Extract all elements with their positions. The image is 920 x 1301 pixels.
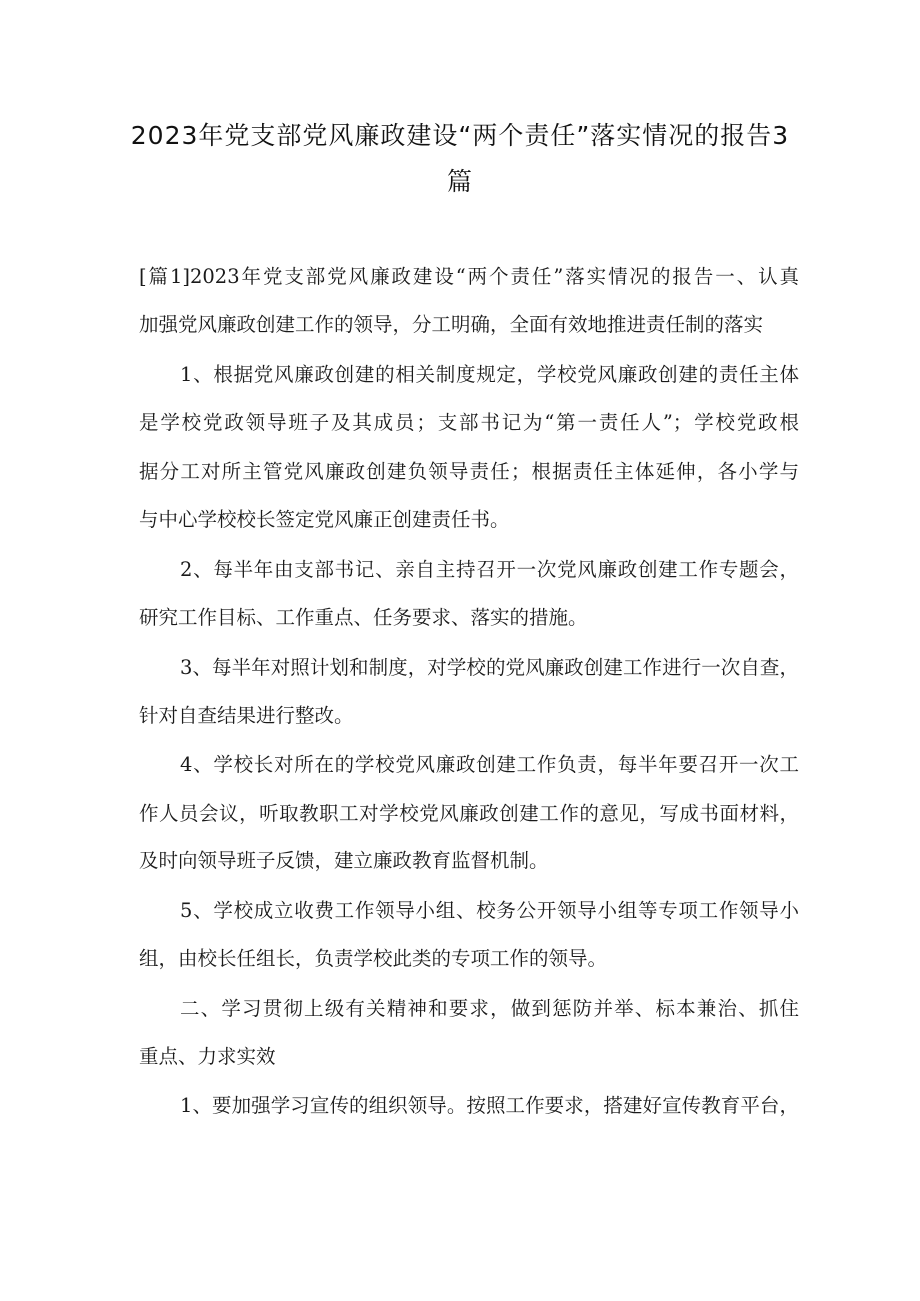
document-title-continued: 篇 [446,167,473,196]
paragraph-line: 1、要加强学习宣传的组织领导。按照工作要求，搭建好宣传教育平台， [180,1094,799,1117]
paragraph-line: 与中心学校校长签定党风廉正创建责任书。 [139,508,510,531]
paragraph-line: 加强党风廉政创建工作的领导，分工明确，全面有效地推进责任制的落实 [139,313,764,336]
paragraph-line: 1、根据党风廉政创建的相关制度规定，学校党风廉政创建的责任主体 [180,363,799,386]
paragraph-line: 及时向领导班子反馈，建立廉政教育监督机制。 [139,849,549,872]
paragraph-line: 作人员会议，听取教职工对学校党风廉政创建工作的意见，写成书面材料， [139,802,799,825]
paragraph-line: 针对自查结果进行整改。 [139,704,354,727]
section-heading-line: 二、学习贯彻上级有关精神和要求，做到惩防并举、标本兼治、抓住 [180,997,799,1020]
paragraph-line: 5、学校成立收费工作领导小组、校务公开领导小组等专项工作领导小 [180,899,799,922]
paragraph-line: 据分工对所主管党风廉政创建负领导责任；根据责任主体延伸，各小学与 [139,460,799,483]
paragraph-line: 2、每半年由支部书记、亲自主持召开一次党风廉政创建工作专题会， [180,558,799,581]
paragraph-line: 研究工作目标、工作重点、任务要求、落实的措施。 [139,606,588,629]
document-title: 2023年党支部党风廉政建设“两个责任”落实情况的报告3 [130,121,790,150]
paragraph-line: [篇1]2023年党支部党风廉政建设“两个责任”落实情况的报告一、认真 [139,265,799,288]
paragraph-line: 3、每半年对照计划和制度，对学校的党风廉政创建工作进行一次自查， [180,656,799,679]
paragraph-line: 4、学校长对所在的学校党风廉政创建工作负责，每半年要召开一次工 [180,753,799,776]
paragraph-line: 是学校党政领导班子及其成员；支部书记为“第一责任人”；学校党政根 [139,411,799,434]
paragraph-line: 组，由校长任组长，负责学校此类的专项工作的领导。 [139,947,608,970]
section-heading-line: 重点、力求实效 [139,1045,276,1068]
